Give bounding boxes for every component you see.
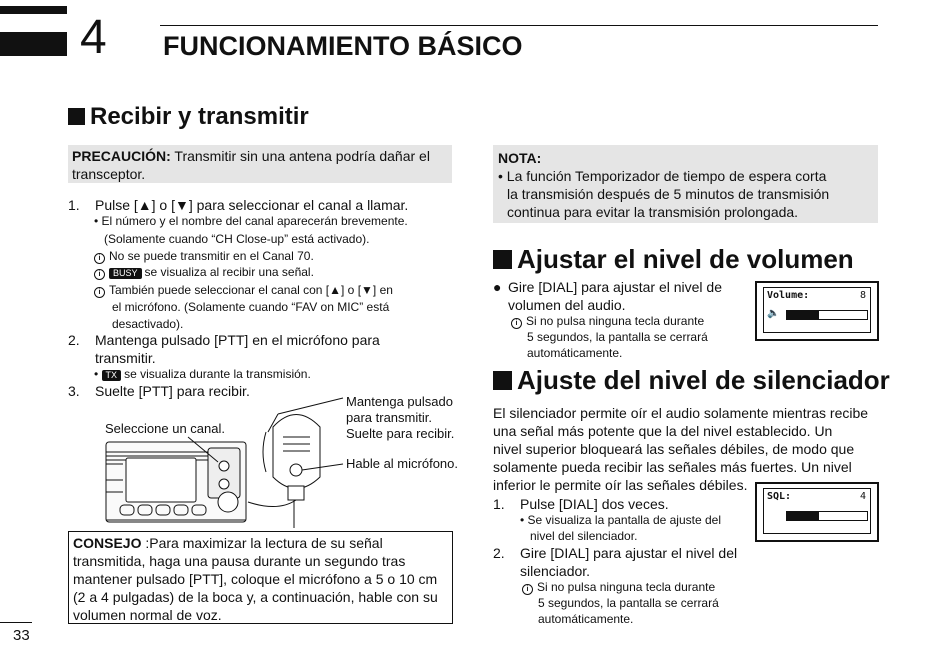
section-title-receive-transmit: Recibir y transmitir (68, 103, 309, 131)
info-icon: i (94, 287, 105, 298)
volume-lcd: Volume: 8 🔈 (755, 281, 879, 341)
square-bullet-icon (493, 371, 512, 390)
info-icon: i (94, 269, 105, 280)
callout-select-channel: Seleccione un canal. (105, 421, 225, 436)
step-2: 2. Mantenga pulsado [PTT] en el micrófono para transmitir. (68, 332, 380, 366)
squelch-description: El silenciador permite oír el audio solamente mientras recibe una señal más potente que la del nivel establecido. Un nivel superior bloqueará las señales débiles, de modo que solamente pueda recibir las señales más fuertes. Un nivel inferior le permite oír las señales débiles. (493, 405, 869, 493)
squelch-level-bar (786, 511, 868, 521)
section-title-squelch: Ajuste del nivel de silenciador (493, 365, 890, 395)
callout-ptt: Mantenga pulsado para transmitir. Suelte para recibir. (346, 394, 455, 441)
step-3: 3. Suelte [PTT] para recibir. (68, 383, 250, 399)
squelch-step-1: 1. Pulse [DIAL] dos veces. (493, 496, 669, 512)
chapter-tab (0, 0, 67, 60)
footer-rule (0, 622, 32, 623)
squelch-step-1-bullet: • Se visualiza la pantalla de ajuste del nivel del silenciador. (520, 513, 721, 543)
info-icon: i (522, 584, 533, 595)
volume-instructions: ● Gire [DIAL] para ajustar el nivel de volumen del audio. (493, 279, 722, 313)
square-bullet-icon (68, 108, 85, 125)
section-title-volume: Ajustar el nivel de volumen (493, 244, 854, 274)
step-1-details: • El número y el nombre del canal aparecerán brevemente. (Solamente cuando “CH Close-up” está activado). i No se puede transmitir en el Canal 70. i BUSY se visualiza al recibir una señal. i También puede seleccionar el canal con [▲] o [▼] en el micrófono. (Solamente cuando “FAV on MIC” está desactivado). (94, 214, 408, 331)
volume-note: i Si no pulsa ninguna tecla durante 5 segundos, la pantalla se cerrará automáticamente. (511, 313, 708, 361)
page-number: 33 (13, 627, 30, 644)
speaker-icon: 🔈 (767, 308, 780, 319)
header-rule (160, 25, 878, 26)
note-box: NOTA: • La función Temporizador de tiempo de espera corta la transmisión después de 5 minutos de transmisión continua para evitar la transmisión prolongada. (493, 145, 878, 223)
tip-box: CONSEJO :Para maximizar la lectura de su señal transmitida, haga una pausa durante un segundo tras mantener pulsado [PTT], coloque el micrófono a 5 o 10 cm (2 a 4 pulgadas) de la boca y, a continuación, hable con su volumen normal de voz. (68, 531, 453, 624)
squelch-step-2: 2. Gire [DIAL] para ajustar el nivel del silenciador. (493, 545, 738, 579)
chapter-title: FUNCIONAMIENTO BÁSICO (163, 31, 523, 61)
tx-indicator: TX (102, 370, 122, 381)
squelch-level-fill (787, 512, 819, 520)
info-icon: i (511, 318, 522, 329)
busy-indicator: BUSY (109, 268, 142, 279)
chapter-number: 4 (80, 11, 107, 64)
square-bullet-icon (493, 250, 512, 269)
caution-box: PRECAUCIÓN: Transmitir sin una antena podría dañar el transceptor. (68, 145, 452, 183)
squelch-lcd: SQL: 4 (755, 482, 879, 542)
volume-level-fill (787, 311, 819, 319)
volume-level-bar (786, 310, 868, 320)
callout-speak: Hable al micrófono. (346, 456, 458, 471)
step-1: 1. Pulse [▲] o [▼] para seleccionar el canal a llamar. (68, 197, 409, 213)
squelch-note: i Si no pulsa ninguna tecla durante 5 segundos, la pantalla se cerrará automáticamente. (522, 579, 719, 627)
info-icon: i (94, 253, 105, 264)
step-2-bullet: • TX se visualiza durante la transmisión. (94, 367, 311, 381)
